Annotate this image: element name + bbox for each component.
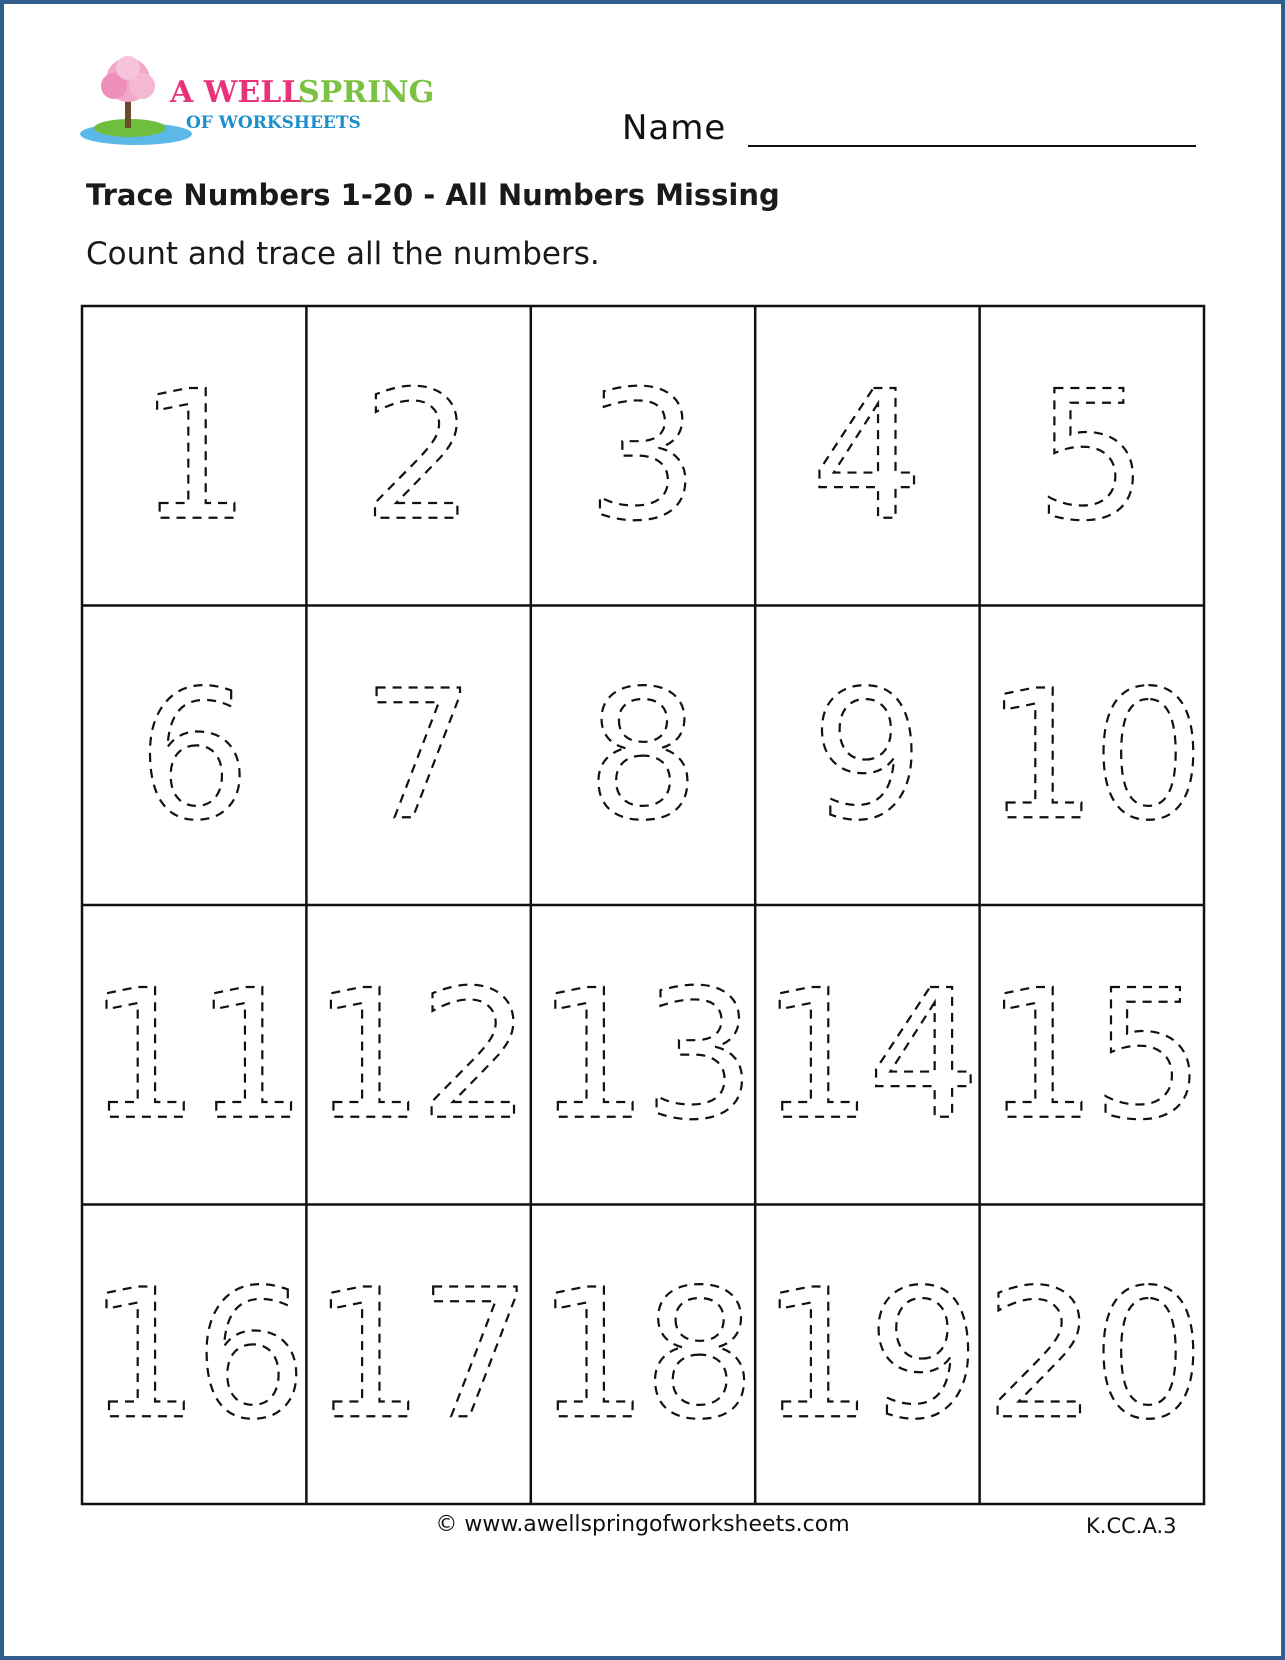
worksheet-title: Trace Numbers 1-20 - All Numbers Missing	[86, 178, 780, 212]
grid-cell[interactable]	[87, 952, 302, 1159]
tracing-number: 4	[810, 352, 925, 560]
tracing-number: 8	[586, 652, 700, 860]
grid-cell[interactable]	[586, 353, 699, 560]
grid-cell[interactable]	[985, 952, 1200, 1159]
tracing-number: 5	[1035, 352, 1149, 560]
grid-cell[interactable]	[362, 652, 475, 859]
grid-cell[interactable]	[362, 353, 475, 560]
tracing-number: 20	[984, 1251, 1200, 1459]
tracing-number: 19	[760, 1251, 975, 1459]
worksheet-instructions: Count and trace all the numbers.	[86, 236, 600, 272]
footer-copyright: © www.awellspringofworksheets.com	[435, 1512, 850, 1537]
tracing-number: 3	[586, 352, 700, 560]
grid-cell[interactable]	[811, 353, 924, 560]
grid-cell[interactable]	[760, 1251, 975, 1458]
tracing-number: 12	[311, 951, 526, 1159]
logo-text-spring: SPRING	[298, 75, 435, 110]
tracing-number: 1	[137, 352, 251, 560]
grid-cell[interactable]	[760, 952, 975, 1159]
tracing-number: 9	[810, 652, 925, 860]
tracing-number: 13	[535, 951, 751, 1159]
tracing-number: 14	[760, 951, 975, 1159]
grid-cell[interactable]	[811, 652, 924, 859]
grid-cell[interactable]	[311, 1251, 526, 1458]
tracing-number: 17	[311, 1251, 526, 1459]
tracing-number: 7	[361, 652, 476, 860]
tracing-number: 10	[984, 652, 1200, 860]
tracing-number: 2	[361, 352, 476, 560]
tracing-number: 15	[984, 951, 1200, 1159]
grid-cell[interactable]	[985, 652, 1200, 859]
tracing-number: 16	[86, 1251, 302, 1459]
grid-cell[interactable]	[985, 1251, 1200, 1458]
grid-cell[interactable]	[138, 353, 251, 560]
logo-text-awell: A WELL	[170, 75, 303, 110]
name-label: Name	[622, 108, 727, 148]
grid-cell[interactable]	[138, 652, 251, 859]
tracing-number: 18	[535, 1251, 751, 1459]
logo-text-of-worksheets: OF WORKSHEETS	[186, 113, 361, 133]
grid-cell[interactable]	[586, 652, 699, 859]
tracing-number: 11	[86, 951, 302, 1159]
grid-cell[interactable]	[1035, 353, 1148, 560]
footer-standard-code: K.CC.A.3	[1086, 1514, 1177, 1538]
grid-cell[interactable]	[311, 952, 526, 1159]
grid-cell[interactable]	[536, 952, 751, 1159]
tracing-number: 6	[137, 652, 251, 860]
grid-cell[interactable]	[536, 1251, 751, 1458]
grid-cell[interactable]	[87, 1251, 302, 1458]
